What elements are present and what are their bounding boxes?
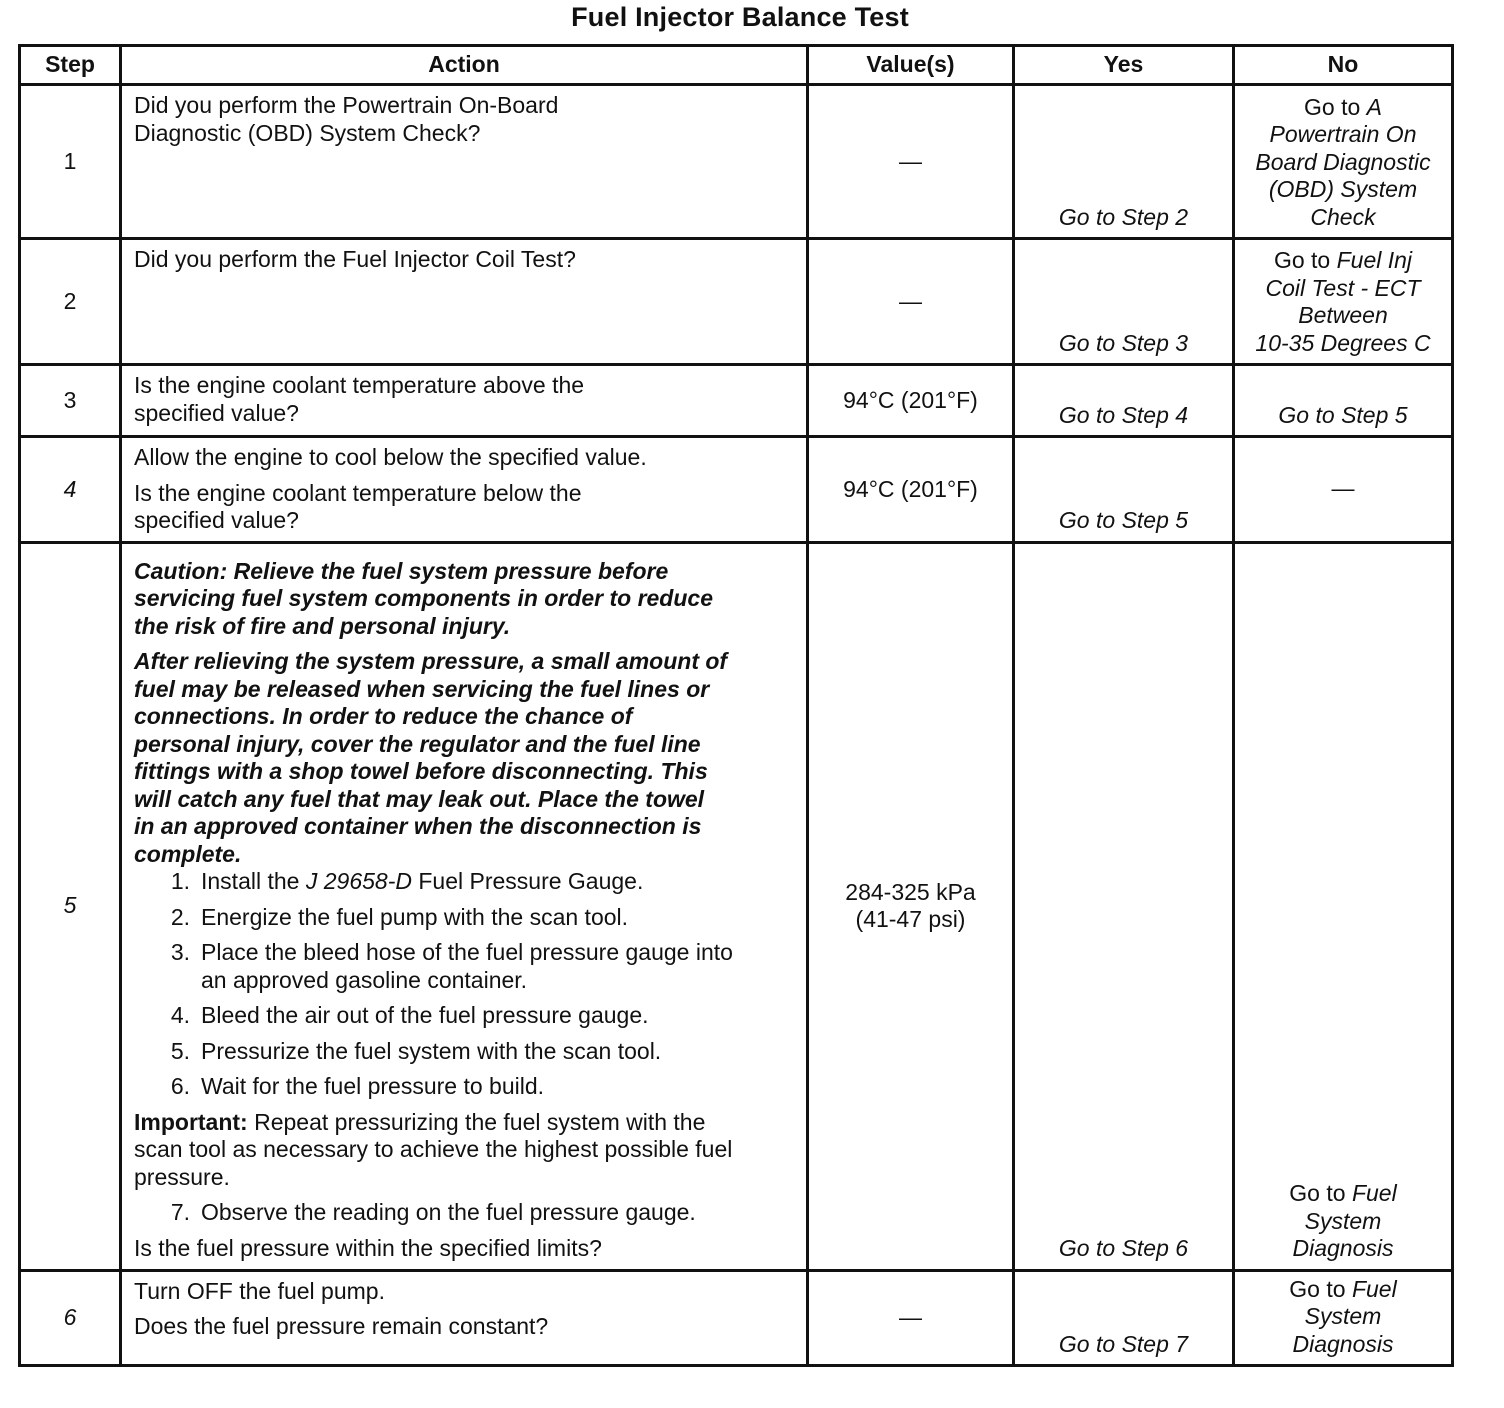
caution-block [134,558,798,641]
header-row [20,46,1453,85]
page-title: Fuel Injector Balance Test [571,2,909,32]
step-text: an approved gasoline container. [201,966,528,993]
important-line: scan tool as necessary to achieve the highest possible fuel [134,1136,733,1162]
step-number: 4 [20,437,121,543]
yes-cell: Go to Step 4 [1014,365,1234,437]
no-ref: 10-35 Degrees C [1255,329,1431,356]
action-cell [121,542,808,1270]
no-ref: Fuel [1351,1180,1397,1206]
table-row [20,1270,1453,1366]
step-text: Pressurize the fuel system with the scan tool. [201,1037,662,1064]
yes-cell: Go to Step 5 [1014,437,1234,543]
step-index: 3. [170,939,190,965]
action-line: Is the engine coolant temperature above the [134,372,585,398]
value-cell: — [808,239,1014,365]
no-ref: Diagnosis [1292,1330,1394,1357]
no-cell [1234,1270,1453,1366]
procedure-step [134,1073,798,1101]
no-cell [1234,542,1453,1270]
step-index: 7. [170,1199,190,1225]
no-ref: (OBD) System [1268,176,1418,202]
action-line: Does the fuel pressure remain constant? [134,1313,549,1339]
procedure-step [134,868,798,896]
no-ref: System [1304,1303,1382,1329]
table-row [20,85,1453,239]
no-prefix: Go to [1273,247,1331,273]
caution-line: Caution: Relieve the fuel system pressure before [134,557,669,584]
value-line: (41-47 psi) [855,906,966,932]
action-line: specified value? [134,399,299,426]
value-cell: 94°C (201°F) [808,437,1014,543]
caution-line: servicing fuel system components in order to reduce [134,585,713,611]
step-number: 5 [20,542,121,1270]
step-index: 4. [170,1002,190,1028]
step-number: 1 [20,85,121,239]
important-line: pressure. [134,1163,230,1190]
step-index: 6. [170,1073,190,1099]
no-ref: Coil Test - ECT [1265,274,1421,301]
action-cell [121,85,808,239]
action-line: Is the engine coolant temperature below the [134,479,582,506]
caution-line: personal injury, cover the regulator and the fuel line [134,730,701,757]
no-cell [1234,85,1453,239]
no-prefix: Go to [1289,1180,1346,1206]
action-line: Did you perform the Powertrain On-Board [134,92,559,118]
no-ref: Fuel [1351,1275,1397,1302]
table-row [20,437,1453,543]
action-cell [121,239,808,365]
action-cell [121,365,808,437]
step-text: Wait for the fuel pressure to build. [201,1073,545,1099]
step-text: Bleed the air out of the fuel pressure gauge. [201,1002,649,1028]
no-ref: Diagnosis [1292,1235,1394,1261]
action-line: Turn OFF the fuel pump. [134,1277,385,1304]
no-prefix: Go to [1304,93,1361,120]
important-line: Repeat pressurizing the fuel system with the [254,1108,706,1135]
no-ref: Powertrain On [1269,121,1417,147]
caution-line: will catch any fuel that may leak out. Place the towel [134,785,705,812]
no-ref: Between [1298,302,1388,328]
step-text: Fuel Pressure Gauge. [418,868,644,894]
procedure-step [134,1199,798,1227]
caution-line: fuel may be released when servicing the fuel lines or [134,675,710,702]
yes-cell: Go to Step 3 [1014,239,1234,365]
value-cell [808,542,1014,1270]
value-line: 284-325 kPa [845,878,976,905]
step-index: 5. [170,1037,190,1064]
yes-cell: Go to Step 2 [1014,85,1234,239]
no-ref: A [1366,93,1382,120]
action-line: Diagnostic (OBD) System Check? [134,119,481,146]
important-label: Important: [134,1108,248,1135]
step-text: Energize the fuel pump with the scan tool. [201,903,629,930]
procedure-step [134,1002,798,1030]
yes-cell: Go to Step 7 [1014,1270,1234,1366]
no-ref: Check [1310,203,1376,230]
no-ref: System [1304,1207,1382,1234]
important-note [134,1109,798,1192]
action-line: specified value? [134,507,299,533]
step-text: Place the bleed hose of the fuel pressure gauge into [201,939,733,965]
header-yes: Yes [1014,46,1234,85]
no-cell [1234,239,1453,365]
caution-line: complete. [134,840,242,867]
caution-block [134,648,798,868]
no-cell: — [1234,437,1453,543]
table-row [20,365,1453,437]
table-row [20,542,1453,1270]
header-step: Step [20,46,121,85]
action-line: Allow the engine to cool below the specified value. [134,444,647,470]
step-text: Observe the reading on the fuel pressure gauge. [201,1199,696,1225]
value-cell: 94°C (201°F) [808,365,1014,437]
no-ref: Board Diagnostic [1255,148,1431,175]
header-action: Action [121,46,808,85]
caution-line: fittings with a shop towel before disconnecting. This [134,758,708,784]
action-question: Is the fuel pressure within the specified limits? [134,1234,602,1261]
procedure-step [134,1038,798,1066]
header-values: Value(s) [808,46,1014,85]
diagnostic-table [18,44,1454,1367]
step-text: Install the [201,868,300,894]
step-number: 6 [20,1270,121,1366]
step-index: 1. [170,868,190,894]
no-ref: Fuel Inj [1336,247,1413,273]
caution-line: in an approved container when the disconnection is [134,813,702,839]
action-cell [121,1270,808,1366]
value-cell: — [808,85,1014,239]
action-cell [121,437,808,543]
step-index: 2. [170,903,190,930]
caution-line: the risk of fire and personal injury. [134,612,511,639]
procedure-step [134,904,798,932]
table-row [20,239,1453,365]
procedure-step [134,939,798,994]
action-line: Did you perform the Fuel Injector Coil Test? [134,246,576,272]
caution-line: After relieving the system pressure, a small amount of [134,648,728,674]
tool-ref: J 29658-D [305,868,412,894]
no-cell: Go to Step 5 [1234,365,1453,437]
value-cell: — [808,1270,1014,1366]
no-prefix: Go to [1289,1275,1346,1302]
yes-cell: Go to Step 6 [1014,542,1234,1270]
caution-line: connections. In order to reduce the chance of [134,703,633,729]
header-no: No [1234,46,1453,85]
step-number: 2 [20,239,121,365]
step-number: 3 [20,365,121,437]
